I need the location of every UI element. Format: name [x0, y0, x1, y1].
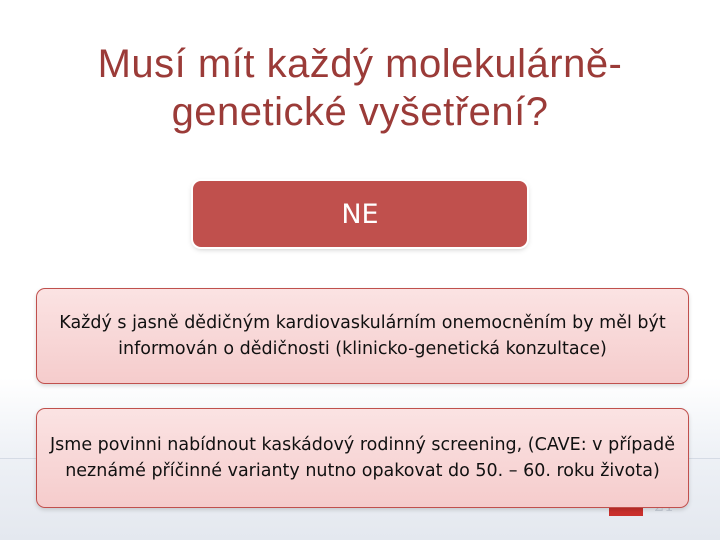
info-card-text: Jsme povinni nabídnout kaskádový rodinný screening, (CAVE: v případě neznámé příčinné varianty nutno opakovat do 50. – 60. roku života): [50, 435, 675, 481]
info-card-text: Každý s jasně dědičným kardiovaskulárním onemocněním by měl být informován o dědičnosti (klinicko-genetická konzultace): [59, 313, 666, 359]
slide-title: Musí mít každý molekulárně-genetické vyšetření?: [97, 42, 623, 134]
info-card-heredity: [36, 288, 689, 384]
info-card-screening: [36, 408, 689, 508]
answer-label: NE: [341, 198, 379, 230]
answer-box: [193, 181, 527, 247]
